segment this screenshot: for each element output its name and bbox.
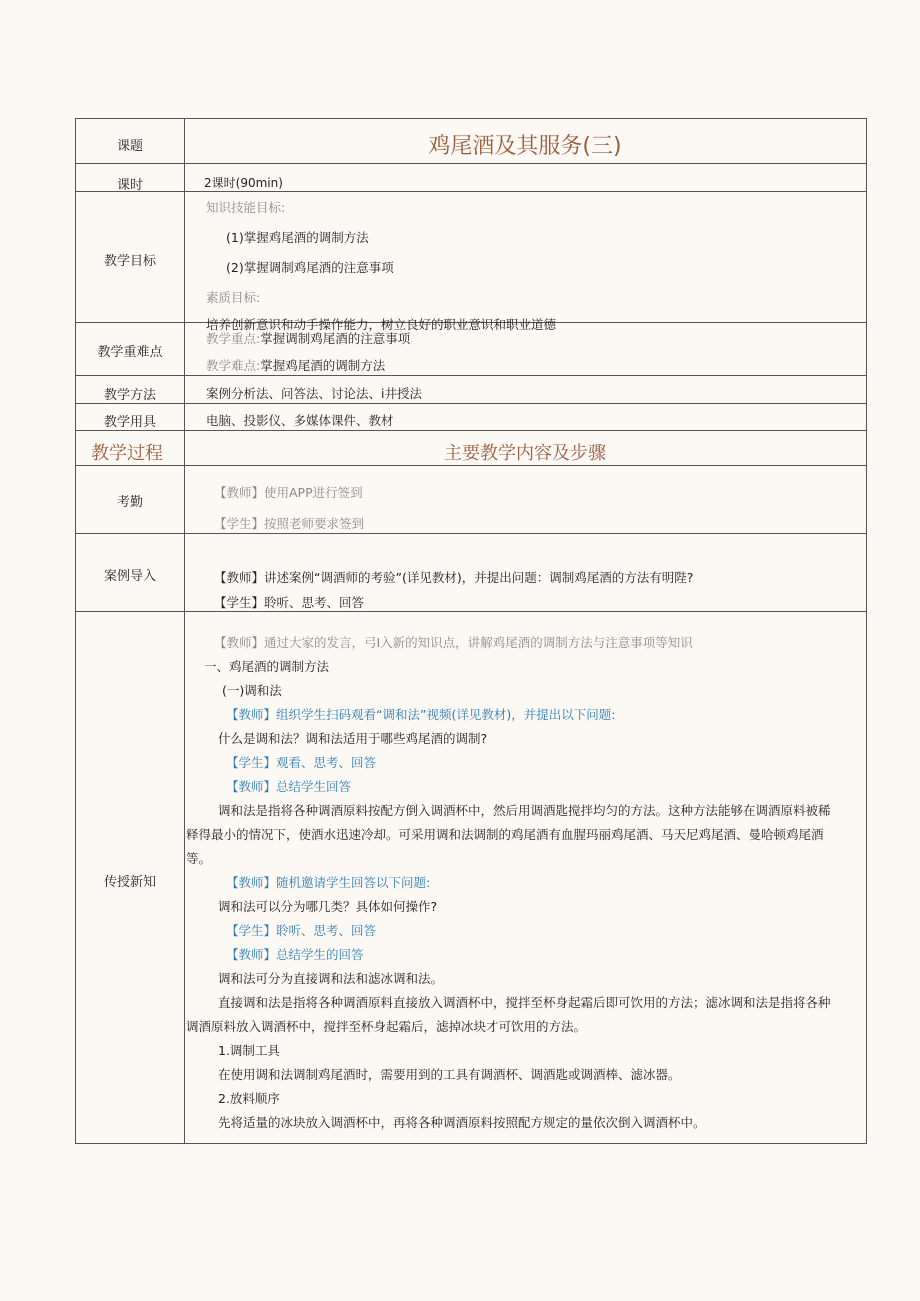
clipped-objective-line: 培养创新意识和动手操作能力，树立良好的职业意识和职业道德 [206,317,557,332]
case-intro-student-line: 【学生】聆听、思考、回答 [214,595,365,610]
column-divider [184,119,185,1143]
nk-classification-line: 调和法可分为直接调和法和滤冰调和法。 [218,971,444,986]
nk-tools-heading: 1.调制工具 [218,1043,280,1058]
nk-tools-text: 在使用调和法调制鸡尾酒时，需要用到的工具有调酒杯、调酒匙或调酒棒、滤冰器。 [218,1067,681,1082]
row-divider [76,533,866,534]
case-intro-teacher-line: 【教师】讲述案例“调酒师的考验”(详见教材)，并提出问题：调制鸡尾酒的方法有明陛? [214,570,694,585]
nk-paragraph-2-line-2: 调酒原料放入调酒杯中，搅拌至杯身起霜后，滤掉冰块才可饮用的方法。 [186,1019,587,1034]
hours-label: 课时 [116,178,143,193]
topic-label: 课题 [116,139,143,154]
objective-item-1: (1)掌握鸡尾酒的调制方法 [226,230,369,245]
nk-order-heading: 2.放料顺序 [218,1091,280,1106]
objective-item-2: (2)掌握调制鸡尾酒的注意事项 [226,260,394,275]
nk-paragraph-2-line-1: 直接调和法是指将各种调酒原料直接放入调酒杯中，搅拌至杯身起霜后即可饮用的方法；滤冰调和法是指将各种 [218,995,831,1010]
process-header-left: 教学过程 [91,443,163,464]
row-divider [76,403,866,404]
quality-objectives-heading: 素质目标: [206,290,261,305]
new-knowledge-label: 传授新知 [103,875,156,890]
nk-paragraph-1-line-1: 调和法是指将各种调酒原料按配方倒入调酒杯中，然后用调酒匙搅拌均匀的方法。这种方法能够在调酒原料被稀 [218,803,831,818]
row-divider [76,611,866,612]
nk-student-line-1: 【学生】观看、思考、回答 [226,755,377,770]
nk-teacher-video-line: 【教师】组织学生扫码观看“调和法”视频(详见教材)，并提出以下问题: [226,707,616,722]
objectives-label: 教学目标 [103,254,156,269]
nk-question-1: 什么是调和法？调和法适用于哪些鸡尾酒的调制? [218,731,488,746]
attendance-label: 考勤 [116,495,143,510]
row-divider [76,191,866,192]
row-divider [76,465,866,466]
key-points-label: 教学重难点 [97,345,163,360]
case-intro-label: 案例导入 [103,569,156,584]
nk-student-line-2: 【学生】聆听、思考、回答 [226,923,377,938]
methods-label: 教学方法 [103,388,156,403]
row-divider [76,375,866,376]
methods-value: 案例分析法、问答法、讨论法、i井授法 [206,386,422,401]
nk-paragraph-1-line-2: 释得最小的情况下，使酒水迅速冷却。可采用调和法调制的鸡尾酒有血腥玛丽鸡尾酒、马天尼鸡尾酒、曼哈顿鸡尾酒 [186,827,824,842]
nk-order-text: 先将适量的冰块放入调酒杯中，再将各种调酒原料按照配方规定的量依次倒入调酒杯中。 [218,1115,706,1130]
knowledge-objectives-heading: 知识技能目标: [206,200,286,215]
attendance-student-line: 【学生】按照老师要求签到 [214,516,365,531]
hours-value: 2课时(90min) [204,176,283,190]
nk-subsection-heading: (一)调和法 [222,683,282,698]
tools-value: 电脑、投影仪、多媒体课件、教材 [206,413,394,428]
tools-label: 教学用具 [103,415,156,430]
lesson-plan-table [75,118,867,1144]
nk-section-heading: 一、鸡尾酒的调制方法 [204,659,330,674]
lesson-title: 鸡尾酒及其服务(三) [428,134,622,159]
nk-teacher-summary-2: 【教师】总结学生的回答 [226,947,364,962]
process-header-right: 主要教学内容及步骤 [444,443,606,464]
key-point-line: 教学重点:掌握调制鸡尾酒的注意事项 [206,331,411,346]
attendance-teacher-line: 【教师】使用APP进行签到 [214,485,363,500]
difficult-point-line: 教学难点:掌握鸡尾酒的调制方法 [206,358,386,373]
nk-teacher-invite-line: 【教师】随机邀请学生回答以下问题: [226,875,431,890]
nk-intro-line: 【教师】通过大家的发言，弓I入新的知识点，讲解鸡尾酒的调制方法与注意事项等知识 [214,635,693,650]
nk-teacher-summary-1: 【教师】总结学生回答 [226,779,352,794]
nk-question-2: 调和法可以分为哪几类？具体如何操作? [218,899,438,914]
row-divider [76,430,866,431]
row-divider [76,163,866,164]
nk-paragraph-1-line-3: 等。 [186,851,212,866]
